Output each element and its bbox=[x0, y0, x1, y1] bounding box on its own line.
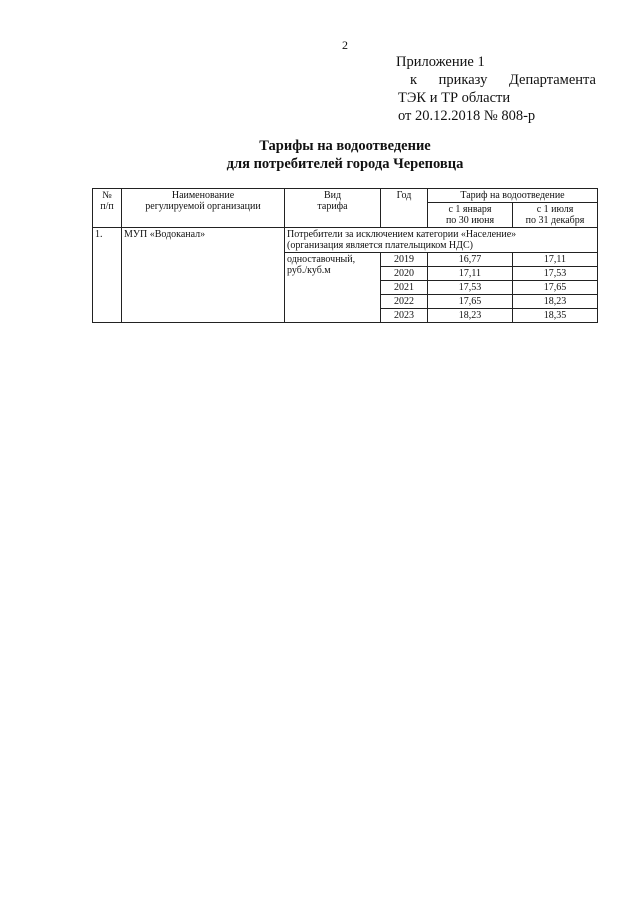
header-num-line2: п/п bbox=[100, 201, 114, 212]
tariff-h1-cell: 16,77 bbox=[428, 253, 513, 267]
header-tariff-type bbox=[285, 189, 381, 228]
tariff-type bbox=[285, 253, 381, 323]
table-header-row bbox=[93, 189, 598, 203]
header-period-2 bbox=[513, 203, 598, 228]
year-cell: 2023 bbox=[381, 309, 428, 323]
appendix-date: от 20.12.2018 № 808-р bbox=[398, 108, 536, 124]
appendix-department: ТЭК и ТР области bbox=[398, 90, 511, 106]
document-title-line1: Тарифы на водоотведение bbox=[259, 138, 431, 154]
appendix-header bbox=[396, 53, 596, 125]
appendix-order-ref: к приказу Департамента bbox=[410, 72, 596, 88]
row-number: 1. bbox=[93, 228, 122, 323]
tariff-h1-cell: 17,65 bbox=[428, 295, 513, 309]
consumer-line1: Потребители за исключением категории «Население» bbox=[287, 229, 517, 240]
header-period2-line2: по 31 декабря bbox=[525, 215, 585, 226]
tariff-type-line1: одноставочный, bbox=[287, 254, 356, 265]
header-org-line1: Наименование bbox=[171, 190, 235, 201]
tariff-h1-cell: 17,11 bbox=[428, 267, 513, 281]
header-period2-line1: с 1 июля bbox=[536, 204, 574, 215]
document-title-line2: для потребителей города Череповца bbox=[226, 156, 464, 172]
tariff-h1-cell: 18,23 bbox=[428, 309, 513, 323]
header-period-1 bbox=[428, 203, 513, 228]
tariff-h2-cell: 17,11 bbox=[513, 253, 598, 267]
tariff-h2-cell: 18,23 bbox=[513, 295, 598, 309]
tariff-type-line2: руб./куб.м bbox=[287, 265, 331, 276]
tariffs-table bbox=[92, 188, 598, 323]
year-cell: 2022 bbox=[381, 295, 428, 309]
tariff-h2-cell: 17,53 bbox=[513, 267, 598, 281]
year-cell: 2019 bbox=[381, 253, 428, 267]
table-row-consumer bbox=[93, 228, 598, 253]
appendix-title: Приложение 1 bbox=[396, 54, 485, 70]
header-period1-line2: по 30 июня bbox=[445, 215, 495, 226]
tariff-h1-cell: 17,53 bbox=[428, 281, 513, 295]
page-number: 2 bbox=[342, 38, 348, 52]
year-cell: 2020 bbox=[381, 267, 428, 281]
document-title bbox=[0, 137, 640, 173]
header-year: Год bbox=[381, 189, 428, 228]
header-type-line2: тарифа bbox=[317, 201, 348, 212]
consumer-line2: (организация является плательщиком НДС) bbox=[287, 240, 473, 251]
header-tariff: Тариф на водоотведение bbox=[428, 189, 598, 203]
header-org-line2: регулируемой организации bbox=[145, 201, 261, 212]
year-cell: 2021 bbox=[381, 281, 428, 295]
header-num bbox=[93, 189, 122, 228]
consumer-category bbox=[285, 228, 598, 253]
tariff-h2-cell: 18,35 bbox=[513, 309, 598, 323]
header-type-line1: Вид bbox=[323, 190, 342, 201]
header-organization bbox=[122, 189, 285, 228]
header-period1-line1: с 1 января bbox=[448, 204, 492, 215]
tariff-h2-cell: 17,65 bbox=[513, 281, 598, 295]
header-num-line1: № bbox=[102, 190, 112, 201]
organization-name: МУП «Водоканал» bbox=[122, 228, 285, 323]
